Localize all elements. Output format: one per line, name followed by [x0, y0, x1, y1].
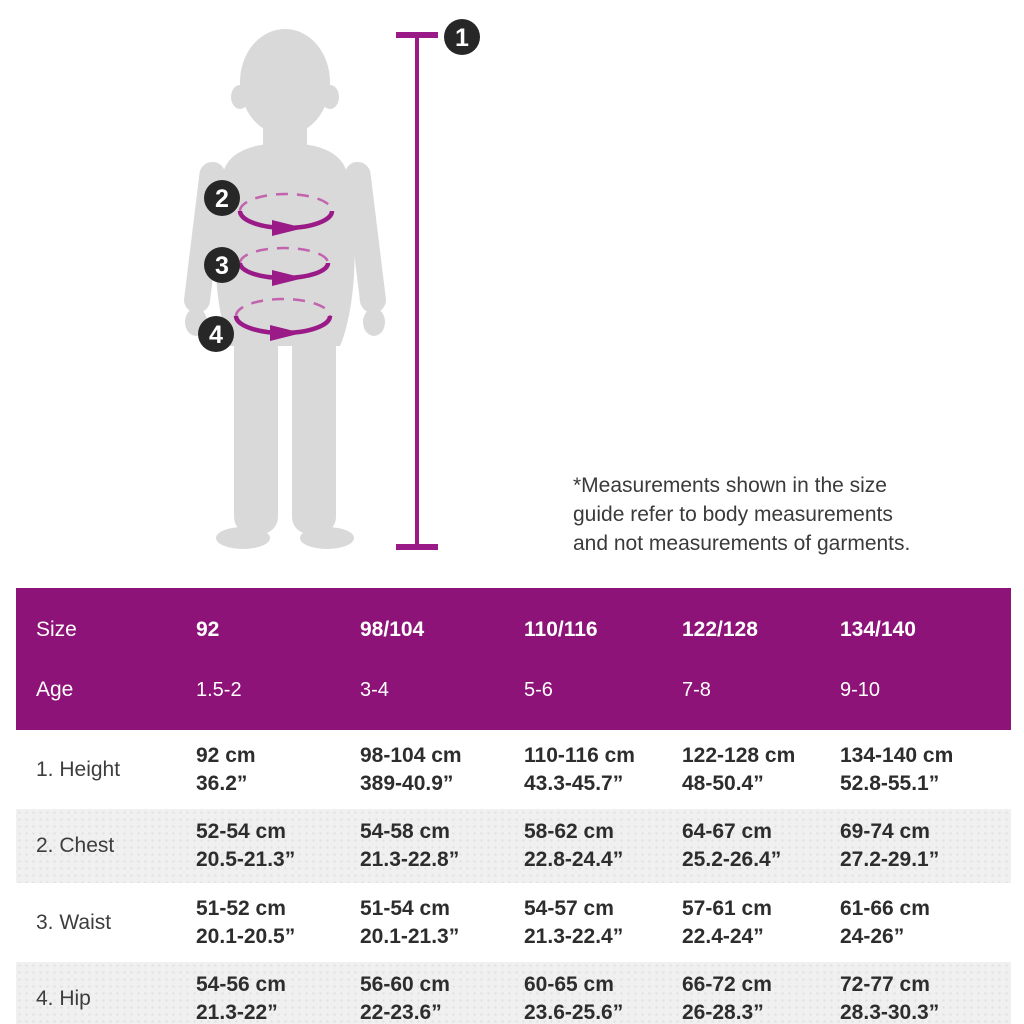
value-in: 22.8-24.4” — [524, 848, 624, 871]
waist-value — [524, 895, 682, 951]
value-in: 21.3-22.8” — [360, 848, 460, 871]
size-guide-table — [16, 588, 1011, 1024]
waist-value — [840, 895, 1011, 951]
height-value — [682, 742, 840, 798]
child-silhouette-graphic — [183, 29, 388, 549]
value-cm: 122-128 cm — [682, 743, 796, 767]
hip-value — [360, 971, 524, 1024]
value-cm: 64-67 cm — [682, 820, 772, 843]
row-label: 2. Chest — [36, 834, 115, 857]
measurement-figure — [0, 0, 520, 580]
value-cm: 110-116 cm — [524, 743, 635, 767]
value-in: 22.4-24” — [682, 924, 764, 948]
value-in: 20.1-21.3” — [360, 924, 460, 948]
age-col-header: 9-10 — [840, 678, 881, 701]
value-in: 48-50.4” — [682, 771, 764, 795]
value-cm: 54-56 cm — [196, 973, 286, 996]
height-value — [196, 742, 360, 798]
value-cm: 54-58 cm — [360, 820, 450, 843]
chest-value — [682, 818, 840, 874]
value-in: 21.3-22.4” — [524, 924, 624, 948]
value-cm: 61-66 cm — [840, 896, 930, 920]
value-in: 28.3-30.3” — [840, 1001, 940, 1024]
value-in: 22-23.6” — [360, 1001, 442, 1024]
value-cm: 60-65 cm — [524, 973, 614, 996]
hip-value — [196, 971, 360, 1024]
value-cm: 72-77 cm — [840, 973, 930, 996]
size-col-header: 110/116 — [524, 618, 598, 641]
value-cm: 98-104 cm — [360, 743, 462, 767]
value-in: 21.3-22” — [196, 1001, 278, 1024]
badge-4-number: 4 — [209, 321, 223, 349]
chest-value — [360, 818, 524, 874]
value-cm: 54-57 cm — [524, 896, 614, 920]
note-line-1: *Measurements shown in the size — [573, 474, 887, 497]
value-in: 26-28.3” — [682, 1001, 764, 1024]
waist-value — [196, 895, 360, 951]
value-in: 27.2-29.1” — [840, 848, 940, 871]
value-cm: 66-72 cm — [682, 973, 772, 996]
value-cm: 57-61 cm — [682, 896, 772, 920]
height-measure-line — [396, 35, 438, 547]
badge-1-number: 1 — [455, 24, 469, 52]
note-line-2: guide refer to body measurements — [573, 503, 893, 526]
table-row-hip — [16, 962, 1011, 1024]
badge-3-number: 3 — [215, 252, 229, 280]
value-in: 25.2-26.4” — [682, 848, 782, 871]
hip-value — [840, 971, 1011, 1024]
badge-2-number: 2 — [215, 185, 229, 213]
size-header-row — [16, 602, 1011, 660]
row-label: 3. Waist — [36, 910, 112, 934]
value-cm: 58-62 cm — [524, 820, 614, 843]
hip-value — [682, 971, 840, 1024]
height-value — [840, 742, 1011, 798]
value-cm: 134-140 cm — [840, 743, 954, 767]
value-cm: 92 cm — [196, 743, 256, 767]
value-in: 52.8-55.1” — [840, 771, 940, 795]
table-row-chest — [16, 809, 1011, 883]
age-col-header: 7-8 — [682, 678, 711, 701]
row-label: 1. Height — [36, 757, 121, 781]
height-value — [524, 742, 682, 798]
value-in: 20.5-21.3” — [196, 848, 296, 871]
chest-value — [196, 818, 360, 874]
age-col-header: 1.5-2 — [196, 678, 242, 701]
size-col-header: 134/140 — [840, 618, 916, 641]
size-col-header: 122/128 — [682, 618, 758, 641]
table-row-waist — [16, 883, 1011, 962]
size-col-header: 92 — [196, 618, 220, 641]
age-col-header: 3-4 — [360, 678, 389, 701]
chest-value — [840, 818, 1011, 874]
table-row-height — [16, 730, 1011, 809]
table-header — [16, 588, 1011, 730]
value-cm: 51-54 cm — [360, 896, 450, 920]
waist-value — [360, 895, 524, 951]
value-cm: 52-54 cm — [196, 820, 286, 843]
chest-value — [524, 818, 682, 874]
value-cm: 69-74 cm — [840, 820, 930, 843]
age-header-row — [16, 660, 1011, 714]
row-label: 4. Hip — [36, 987, 91, 1010]
age-header-label: Age — [36, 678, 74, 701]
value-in: 36.2” — [196, 771, 248, 795]
hip-value — [524, 971, 682, 1024]
note-line-3: and not measurements of garments. — [573, 532, 911, 555]
size-header-label: Size — [36, 618, 77, 641]
age-col-header: 5-6 — [524, 678, 553, 701]
value-in: 389-40.9” — [360, 771, 454, 795]
height-value — [360, 742, 524, 798]
value-cm: 56-60 cm — [360, 973, 450, 996]
value-in: 20.1-20.5” — [196, 924, 296, 948]
value-in: 23.6-25.6” — [524, 1001, 624, 1024]
size-col-header: 98/104 — [360, 618, 425, 641]
measurement-note — [573, 471, 953, 558]
value-cm: 51-52 cm — [196, 896, 286, 920]
value-in: 24-26” — [840, 924, 905, 948]
waist-value — [682, 895, 840, 951]
value-in: 43.3-45.7” — [524, 771, 624, 795]
